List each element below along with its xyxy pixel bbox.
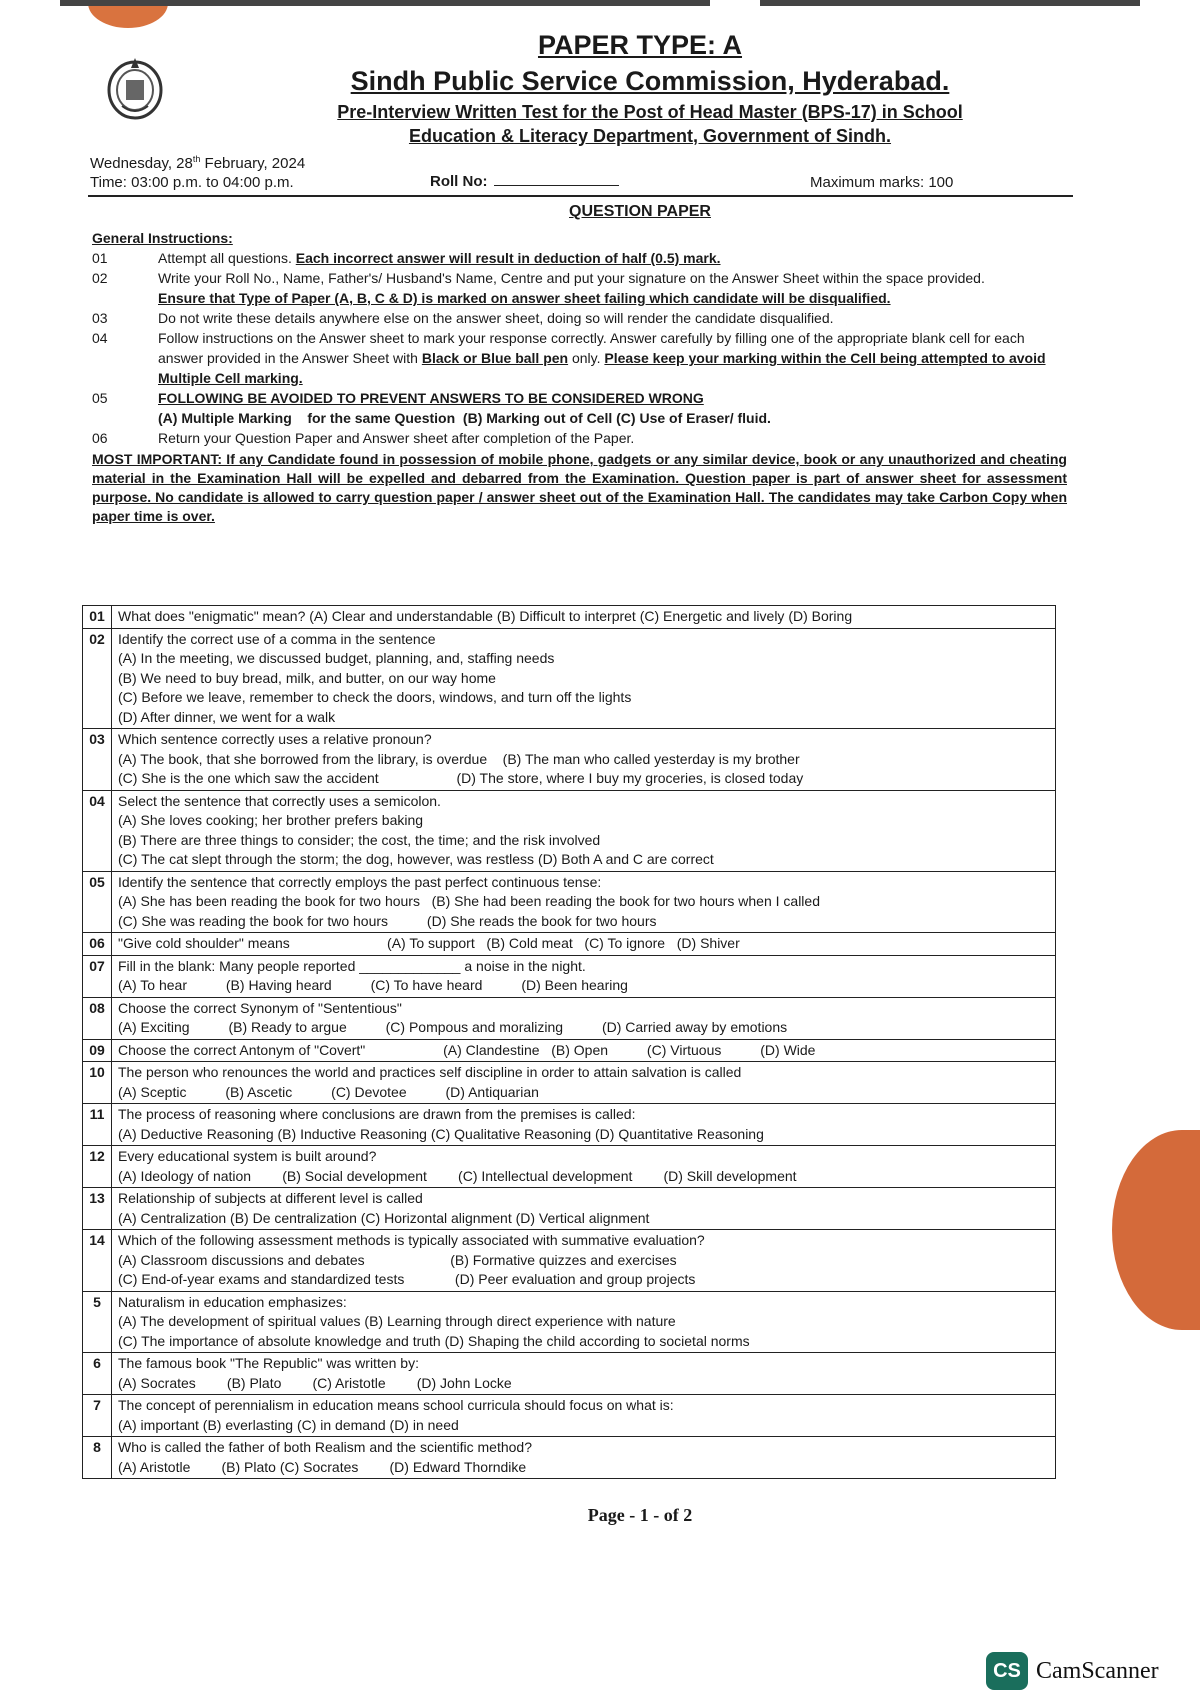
- question-text: [112, 790, 1056, 871]
- question-options: (A) Classroom discussions and debates (B) Formative quizzes and exercises: [118, 1251, 677, 1268]
- question-options: (A) Exciting (B) Ready to argue (C) Pompous and moralizing (D) Carried away by emotions: [118, 1019, 788, 1035]
- instruction-item: 05 FOLLOWING BE AVOIDED TO PREVENT ANSWERS TO BE CONSIDERED WRONG (A) Multiple Marking for the same Question (B) Marking out of Cell (C) Use of Eraser/ fluid.: [92, 390, 771, 426]
- question-row: [83, 1188, 1056, 1230]
- roll-blank: [494, 173, 619, 186]
- question-number: 5: [83, 1291, 112, 1353]
- question-options: (A) Deductive Reasoning (B) Inductive Reasoning (C) Qualitative Reasoning (D) Quantitative Reasoning: [118, 1125, 764, 1142]
- question-row: [83, 790, 1056, 871]
- question-options: (A) Sceptic (B) Ascetic (C) Devotee (D) Antiquarian: [118, 1083, 539, 1100]
- question-options: (A) Ideology of nation (B) Social development (C) Intellectual development (D) Skill development: [118, 1167, 797, 1184]
- question-stem: The concept of perennialism in education means school curricula should focus on what is:: [118, 1397, 674, 1413]
- question-stem: Choose the correct Antonym of "Covert" (A) Clandestine (B) Open (C) Virtuous (D) Wide: [118, 1041, 816, 1058]
- question-row: [83, 1062, 1056, 1104]
- question-text: [112, 1188, 1056, 1230]
- question-options: (C) The importance of absolute knowledge and truth (D) Shaping the child according to societal norms: [118, 1332, 750, 1349]
- question-options: (A) Centralization (B) De centralization (C) Horizontal alignment (D) Vertical alignment: [118, 1209, 650, 1226]
- camscanner-watermark: [986, 1652, 1159, 1690]
- question-text: [112, 1104, 1056, 1146]
- question-stem: Who is called the father of both Realism and the scientific method?: [118, 1439, 532, 1455]
- question-options: (A) To hear (B) Having heard (C) To have heard (D) Been hearing: [118, 977, 628, 993]
- instruction-item: 04 Follow instructions on the Answer sheet to mark your response correctly. Answer carefully by filling one of the appropriate blank cell for each answer provided in the Answer Sheet with Black or Blue ball pen only. Please keep your marking within the Cell being attempted to avoid Multiple Cell marking.: [92, 330, 1046, 386]
- question-stem: Relationship of subjects at different level is called: [118, 1190, 423, 1206]
- question-options: (A) Socrates (B) Plato (C) Aristotle (D) John Locke: [118, 1374, 512, 1391]
- question-stem: Identify the correct use of a comma in the sentence: [118, 630, 436, 647]
- commission-title: Sindh Public Service Commission, Hyderabad.: [350, 66, 950, 96]
- question-options: (A) The development of spiritual values (B) Learning through direct experience with nature: [118, 1313, 676, 1329]
- question-stem: Which sentence correctly uses a relative pronoun?: [118, 731, 432, 747]
- question-options: (C) She was reading the book for two hours (D) She reads the book for two hours: [118, 912, 657, 929]
- instruction-item: 03 Do not write these details anywhere else on the answer sheet, doing so will render the candidate disqualified.: [92, 310, 834, 326]
- general-instructions: [92, 228, 1067, 526]
- question-number: 8: [83, 1437, 112, 1479]
- question-row: [83, 997, 1056, 1039]
- question-row: [83, 628, 1056, 729]
- question-row: [83, 871, 1056, 933]
- question-options: (B) We need to buy bread, milk, and butter, on our way home: [118, 669, 496, 686]
- question-number: 02: [83, 628, 112, 729]
- question-row: [83, 1437, 1056, 1479]
- camscanner-name: CamScanner: [1036, 1657, 1159, 1684]
- question-stem: Identify the sentence that correctly employs the past perfect continuous tense:: [118, 873, 602, 890]
- question-text: [112, 1437, 1056, 1479]
- question-number: 10: [83, 1062, 112, 1104]
- question-row: [83, 1395, 1056, 1437]
- question-number: 03: [83, 729, 112, 791]
- instruction-item: 02 Write your Roll No., Name, Father's/ Husband's Name, Centre and put your signature on the Answer Sheet within the space provided. Ensure that Type of Paper (A, B, C & D) is marked on answer sheet failing which candidate will be disqualified.: [92, 270, 985, 306]
- max-marks: Maximum marks: 100: [810, 174, 954, 191]
- question-stem: "Give cold shoulder" means (A) To support (B) Cold meat (C) To ignore (D) Shiver: [118, 935, 740, 951]
- test-title: Pre-Interview Written Test for the Post of Head Master (BPS-17) in School: [337, 102, 963, 122]
- question-stem: The person who renounces the world and practices self discipline in order to attain salvation is called: [118, 1064, 742, 1080]
- question-number: 14: [83, 1230, 112, 1292]
- question-stem: Fill in the blank: Many people reported _____________ a noise in the night.: [118, 957, 586, 974]
- question-options: (C) The cat slept through the storm; the dog, however, was restless (D) Both A and C are correct: [118, 851, 714, 867]
- exam-date: Wednesday, 28th February, 2024: [90, 154, 306, 172]
- question-options: (A) important (B) everlasting (C) in demand (D) in need: [118, 1416, 459, 1433]
- question-number: 05: [83, 871, 112, 933]
- roll-label: Roll No:: [430, 173, 488, 190]
- instructions-title: General Instructions:: [92, 230, 233, 246]
- question-stem: Every educational system is built around?: [118, 1148, 377, 1164]
- most-important-notice: MOST IMPORTANT: If any Candidate found in possession of mobile phone, gadgets or any similar device, book or any unauthorized and cheating material in the Examination Hall will be expelled and debarred from the Examination. Question paper is part of answer sheet for assessment purpose. No candidate is allowed to carry question paper / answer sheet out of the Examination Hall. The candidates may take Carbon Copy when paper time is over.: [92, 451, 1067, 524]
- question-text: [112, 955, 1056, 997]
- department-title: Education & Literacy Department, Government of Sindh.: [408, 126, 892, 146]
- question-text: [112, 871, 1056, 933]
- question-row: [83, 1230, 1056, 1292]
- question-options: (A) She loves cooking; her brother prefers baking: [118, 812, 424, 828]
- question-options: (A) The book, that she borrowed from the library, is overdue (B) The man who called yesterday is my brother: [118, 750, 800, 767]
- question-options: (A) She has been reading the book for two hours (B) She had been reading the book for two hours when I called: [118, 893, 820, 909]
- question-stem: Select the sentence that correctly uses a semicolon.: [118, 792, 441, 809]
- question-number: 7: [83, 1395, 112, 1437]
- question-options: (C) Before we leave, remember to check the doors, windows, and turn off the lights: [118, 689, 632, 705]
- question-row: [83, 955, 1056, 997]
- question-row: [83, 606, 1056, 629]
- question-number: 04: [83, 790, 112, 871]
- question-number: 6: [83, 1353, 112, 1395]
- question-paper-label: QUESTION PAPER: [569, 203, 711, 220]
- question-number: 07: [83, 955, 112, 997]
- question-options: (A) In the meeting, we discussed budget, planning, and, staffing needs: [118, 650, 555, 666]
- question-stem: Choose the correct Synonym of "Sententious": [118, 999, 402, 1016]
- question-row: [83, 1146, 1056, 1188]
- paper-type: PAPER TYPE: A: [537, 30, 743, 60]
- question-text: [112, 1039, 1056, 1062]
- question-text: [112, 1353, 1056, 1395]
- question-number: 11: [83, 1104, 112, 1146]
- exam-time: Time: 03:00 p.m. to 04:00 p.m.: [90, 174, 294, 191]
- question-number: 01: [83, 606, 112, 629]
- question-options: (D) After dinner, we went for a walk: [118, 708, 336, 725]
- question-stem: The famous book "The Republic" was written by:: [118, 1355, 419, 1371]
- question-number: 12: [83, 1146, 112, 1188]
- question-row: [83, 729, 1056, 791]
- question-text: [112, 933, 1056, 956]
- question-number: 08: [83, 997, 112, 1039]
- question-text: [112, 1062, 1056, 1104]
- question-row: [83, 1039, 1056, 1062]
- questions-table: [82, 605, 1056, 1479]
- question-text: [112, 1230, 1056, 1292]
- question-stem: What does "enigmatic" mean? (A) Clear and understandable (B) Difficult to interpret (C) Energetic and lively (D) Boring: [118, 608, 853, 624]
- question-text: [112, 1395, 1056, 1437]
- scan-edge: [760, 0, 1140, 6]
- question-text: [112, 628, 1056, 729]
- page-number: Page - 1 - of 2: [587, 1505, 693, 1525]
- question-stem: Naturalism in education emphasizes:: [118, 1293, 347, 1310]
- question-stem: The process of reasoning where conclusions are drawn from the premises is called:: [118, 1106, 636, 1122]
- question-text: [112, 1146, 1056, 1188]
- question-text: [112, 997, 1056, 1039]
- camscanner-logo-icon: CS: [986, 1652, 1028, 1690]
- instruction-item: 01 Attempt all questions. Each incorrect answer will result in deduction of half (0.5) mark.: [92, 250, 721, 266]
- question-options: (C) She is the one which saw the accident (D) The store, where I buy my groceries, is closed today: [118, 770, 804, 786]
- question-number: 06: [83, 933, 112, 956]
- question-row: [83, 1353, 1056, 1395]
- question-row: [83, 933, 1056, 956]
- question-row: [83, 1104, 1056, 1146]
- question-options: (C) End-of-year exams and standardized tests (D) Peer evaluation and group projects: [118, 1271, 696, 1287]
- question-row: [83, 1291, 1056, 1353]
- question-text: [112, 1291, 1056, 1353]
- question-options: (A) Aristotle (B) Plato (C) Socrates (D) Edward Thorndike: [118, 1458, 527, 1475]
- divider: [88, 195, 1073, 197]
- question-text: [112, 729, 1056, 791]
- question-number: 09: [83, 1039, 112, 1062]
- question-options: (B) There are three things to consider; the cost, the time; and the risk involved: [118, 831, 601, 848]
- scan-edge: [60, 0, 710, 6]
- question-text: [112, 606, 1056, 629]
- question-stem: Which of the following assessment methods is typically associated with summative evaluation?: [118, 1232, 705, 1248]
- finger-blob: [1112, 1130, 1200, 1330]
- question-number: 13: [83, 1188, 112, 1230]
- roll-no: [430, 173, 619, 190]
- instruction-item: 06 Return your Question Paper and Answer sheet after completion of the Paper.: [92, 430, 635, 446]
